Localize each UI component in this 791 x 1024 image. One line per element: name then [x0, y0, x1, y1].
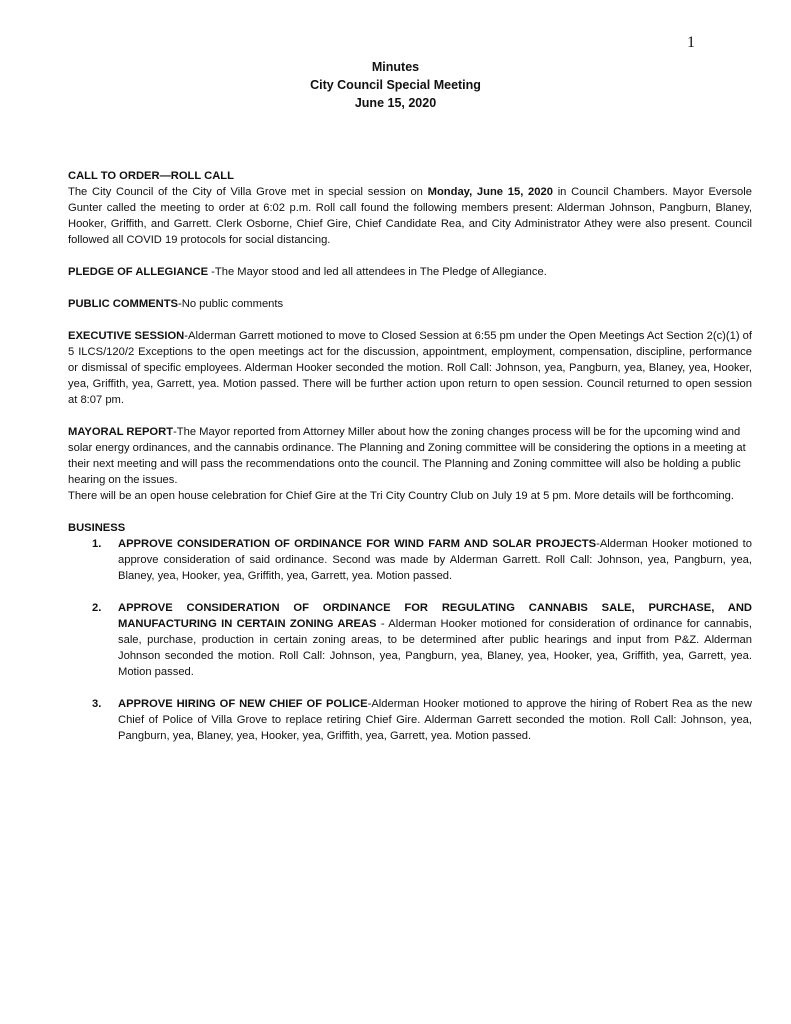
document-header [0, 58, 791, 112]
business-item-text: -Alderman Hooker motioned to approve consideration of said ordinance. Second was made by Alderman Garrett. Roll Call: Johnson, yea, Pangburn, yea, Blaney, yea, Hooker, yea, Griffith, yea, Garrett, yea. Motion passed. [118, 538, 753, 582]
business-list [68, 536, 752, 744]
pledge-section [68, 264, 752, 280]
mayoral-report-text: -The Mayor reported from Attorney Miller about how the zoning changes process will be for the upcoming wind and solar energy ordinances, and the cannabis ordinance. The Planning and Zoning committee will be considering the options in a meeting at their next meeting and will pass the recommendations onto the council. The Planning and Zoning committee will also be holding a public hearing on the issues. [68, 426, 746, 486]
mayoral-report-section [68, 424, 752, 504]
pledge-title: PLEDGE OF ALLEGIANCE [68, 266, 209, 278]
business-item-title: APPROVE HIRING OF NEW CHIEF OF POLICE [118, 698, 368, 710]
header-title: Minutes [371, 60, 420, 74]
executive-session-text: -Alderman Garrett motioned to move to Closed Session at 6:55 pm under the Open Meetings Act Section 2(c)(1) of 5 ILCS/120/2 Exceptions to the open meetings act for the discussion, appointment, employment, compensation, discipline, performance or dismissal of specific employees. Alderman Hooker seconded the motion. Roll Call: Johnson, yea, Pangburn, yea, Blaney, yea, Hooker, yea, Griffith, yea, Garrett, yea. Motion passed. There will be further action upon return to open session. Council returned to open session at 8:07 pm. [68, 330, 753, 406]
business-item [68, 536, 752, 584]
business-item-text: - Alderman Hooker motioned for consideration of ordinance for cannabis, sale, purchase, production in certain zoning areas, to be determined after public hearings and input from P&Z. Alderman Johnson seconded the motion. Roll Call: Johnson, yea, Pangburn, yea, Blaney, yea, Hooker, yea, Griffith, yea, Garrett, yea. Motion passed. [118, 618, 752, 678]
page-number: 1 [687, 34, 695, 51]
public-comments-text: -No public comments [178, 298, 284, 310]
call-to-order-title: CALL TO ORDER—ROLL CALL [68, 170, 234, 182]
call-to-order-text-b: in Council Chambers. Mayor Eversole Gunter called the meeting to order at 6:02 p.m. Roll call found the following members present: Alderman Johnson, Pangburn, Blaney, Hooker, Griffith, and Garrett. Clerk Osborne, Chief Gire, Chief Candidate Rea, and City Administrator Athey were also present. Council followed all COVID 19 protocols for social distancing. [68, 186, 752, 246]
business-item-number: 3. [92, 698, 102, 710]
business-item-title: APPROVE CONSIDERATION OF ORDINANCE FOR WIND FARM AND SOLAR PROJECTS [118, 538, 597, 550]
call-to-order-text-a: The City Council of the City of Villa Grove met in special session on [68, 186, 428, 198]
header-date: June 15, 2020 [354, 96, 437, 110]
public-comments-section [68, 296, 752, 312]
business-item-text: -Alderman Hooker motioned to approve the hiring of Robert Rea as the new Chief of Police of Villa Grove to replace retiring Chief Gire. Alderman Garrett seconded the motion. Roll Call: Johnson, yea, Pangburn, yea, Blaney, yea, Hooker, yea, Griffith, yea, Garrett, yea. Motion passed. [118, 698, 752, 742]
mayoral-report-title: MAYORAL REPORT [68, 426, 174, 438]
header-meeting-type: City Council Special Meeting [310, 78, 481, 92]
business-item-number: 2. [92, 602, 102, 614]
business-item-number: 1. [92, 538, 102, 550]
minutes-body [68, 168, 752, 760]
business-item [68, 696, 752, 744]
business-title: BUSINESS [68, 522, 126, 534]
executive-session-title: EXECUTIVE SESSION [68, 330, 185, 342]
mayoral-report-text-2: There will be an open house celebration for Chief Gire at the Tri City Country Club on July 19 at 5 pm. More details will be forthcoming. [68, 490, 734, 502]
executive-session-section [68, 328, 752, 408]
pledge-text: -The Mayor stood and led all attendees in The Pledge of Allegiance. [208, 266, 547, 278]
meeting-date: Monday, June 15, 2020 [427, 186, 553, 198]
public-comments-title: PUBLIC COMMENTS [68, 298, 179, 310]
business-item-title: APPROVE CONSIDERATION OF ORDINANCE FOR REGULATING CANNABIS SALE, PURCHASE, AND MANUFACTURING IN CERTAIN ZONING AREAS [118, 602, 752, 630]
business-item [68, 600, 752, 680]
call-to-order-section [68, 168, 752, 248]
